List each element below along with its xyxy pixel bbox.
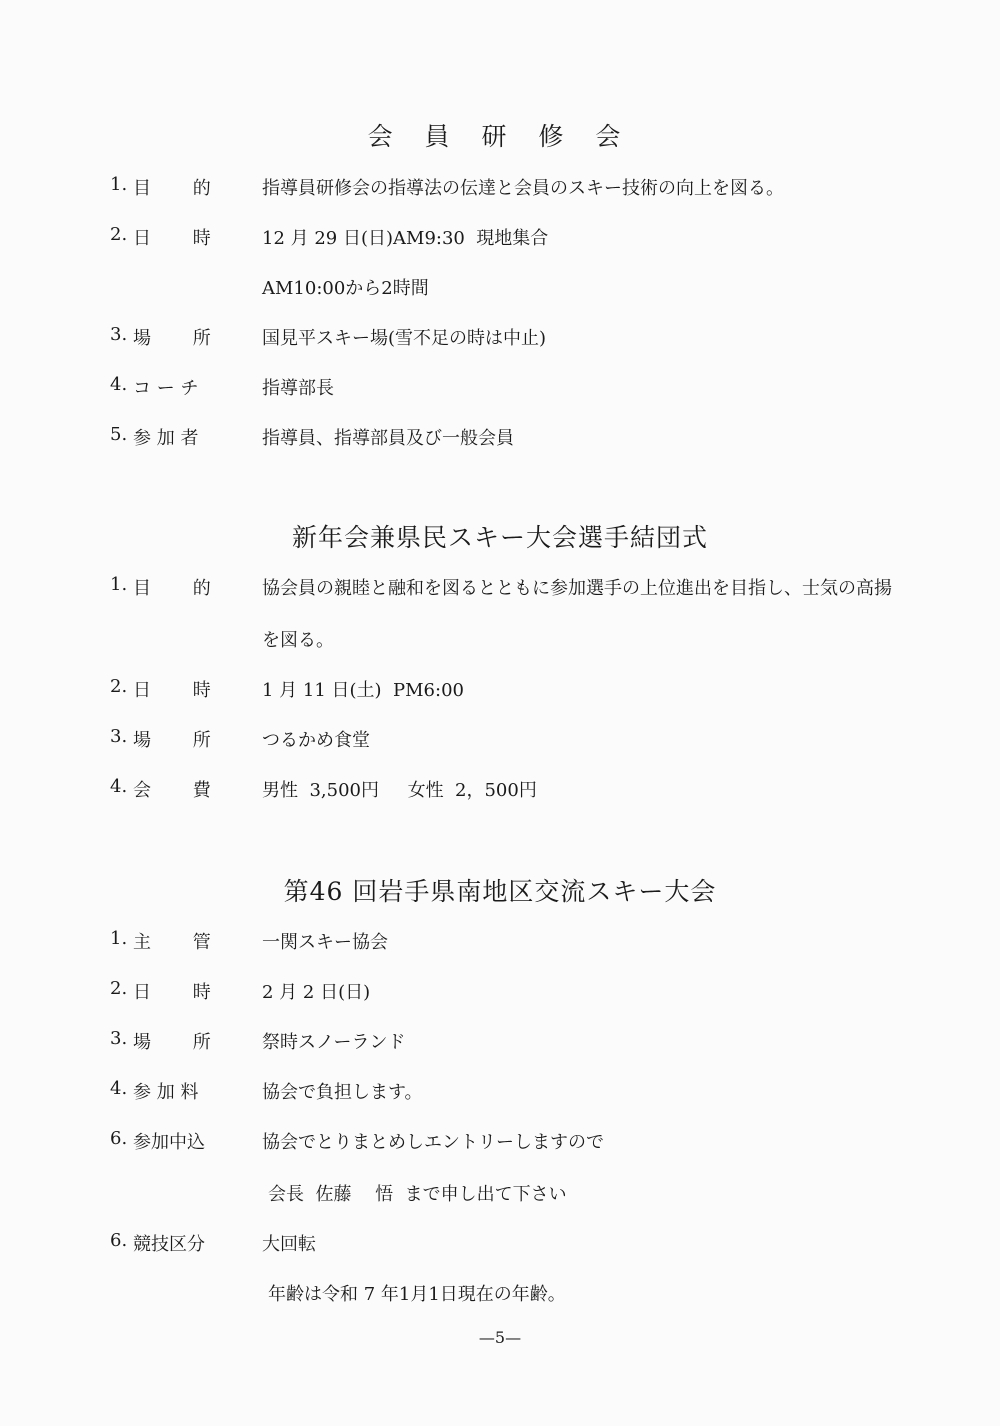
list-item	[0, 1128, 1000, 1160]
item-number: 2.	[110, 224, 128, 245]
item-value: 協会員の親睦と融和を図るとともに参加選手の上位進出を目指し、士気の高揚	[262, 578, 892, 599]
item-label: 場 所	[133, 1032, 211, 1053]
item-label: 目 的	[133, 578, 211, 599]
list-item	[0, 574, 1000, 606]
item-value: 協会でとりまとめしエントリーしますので	[262, 1132, 604, 1153]
list-item	[0, 726, 1000, 758]
list-item	[0, 1230, 1000, 1262]
list-item	[0, 676, 1000, 708]
list-item	[0, 174, 1000, 206]
item-value: 大回転	[262, 1234, 316, 1255]
item-continuation: 会長 佐藤 悟 まで申し出て下さい	[268, 1184, 567, 1205]
item-number: 6.	[110, 1128, 128, 1149]
item-label: 参加中込	[133, 1132, 205, 1153]
item-label: 会 費	[133, 780, 211, 801]
item-number: 1.	[110, 574, 128, 595]
list-item	[0, 1028, 1000, 1060]
list-item	[0, 776, 1000, 808]
item-continuation: AM10:00から2時間	[262, 278, 429, 299]
item-continuation: を図る。	[262, 630, 334, 651]
list-item	[0, 224, 1000, 256]
section-title: 会 員 研 修 会	[367, 122, 633, 151]
item-label: 参 加 者	[133, 428, 199, 449]
item-label: 日 時	[133, 228, 211, 249]
page-number: —5—	[478, 1328, 522, 1347]
item-label: 参 加 料	[133, 1082, 199, 1103]
item-value: つるかめ食堂	[262, 730, 370, 751]
section-title: 新年会兼県民スキー大会選手結団式	[291, 523, 708, 552]
item-value: 指導部長	[262, 378, 334, 399]
item-value: 祭時スノーランド	[262, 1032, 406, 1053]
item-value: 1 月 11 日(土) PM6:00	[262, 680, 464, 701]
item-number: 3.	[110, 1028, 128, 1049]
item-label: 場 所	[133, 730, 211, 751]
list-item	[0, 1078, 1000, 1110]
item-number: 4.	[110, 374, 128, 395]
list-item	[0, 424, 1000, 456]
item-continuation: 年齢は令和 7 年1月1日現在の年齢。	[268, 1284, 566, 1305]
item-label: コ ー チ	[133, 378, 199, 399]
item-value: 12 月 29 日(日)AM9:30 現地集合	[262, 228, 549, 249]
item-number: 4.	[110, 1078, 128, 1099]
item-value: 男性 3,500円 女性 2，500円	[262, 780, 537, 801]
item-value: 国見平スキー場(雪不足の時は中止)	[262, 328, 547, 349]
item-number: 2.	[110, 676, 128, 697]
item-value: 指導員、指導部員及び一般会員	[262, 428, 514, 449]
list-item	[0, 978, 1000, 1010]
item-number: 2.	[110, 978, 128, 999]
item-label: 主 管	[133, 932, 211, 953]
list-item	[0, 324, 1000, 356]
item-number: 6.	[110, 1230, 128, 1251]
item-label: 場 所	[133, 328, 211, 349]
item-number: 1.	[110, 174, 128, 195]
item-number: 5.	[110, 424, 128, 445]
item-number: 1.	[110, 928, 128, 949]
item-number: 3.	[110, 726, 128, 747]
section-title: 第46 回岩手県南地区交流スキー大会	[283, 877, 717, 906]
item-label: 日 時	[133, 982, 211, 1003]
item-value: 協会で負担します。	[262, 1082, 423, 1103]
item-number: 3.	[110, 324, 128, 345]
item-number: 4.	[110, 776, 128, 797]
item-label: 競技区分	[133, 1234, 205, 1255]
item-value: 指導員研修会の指導法の伝達と会員のスキー技術の向上を図る。	[262, 178, 784, 199]
list-item	[0, 928, 1000, 960]
item-label: 目 的	[133, 178, 211, 199]
item-value: 2 月 2 日(日)	[262, 982, 371, 1003]
item-label: 日 時	[133, 680, 211, 701]
list-item	[0, 374, 1000, 406]
item-value: 一関スキー協会	[262, 932, 388, 953]
